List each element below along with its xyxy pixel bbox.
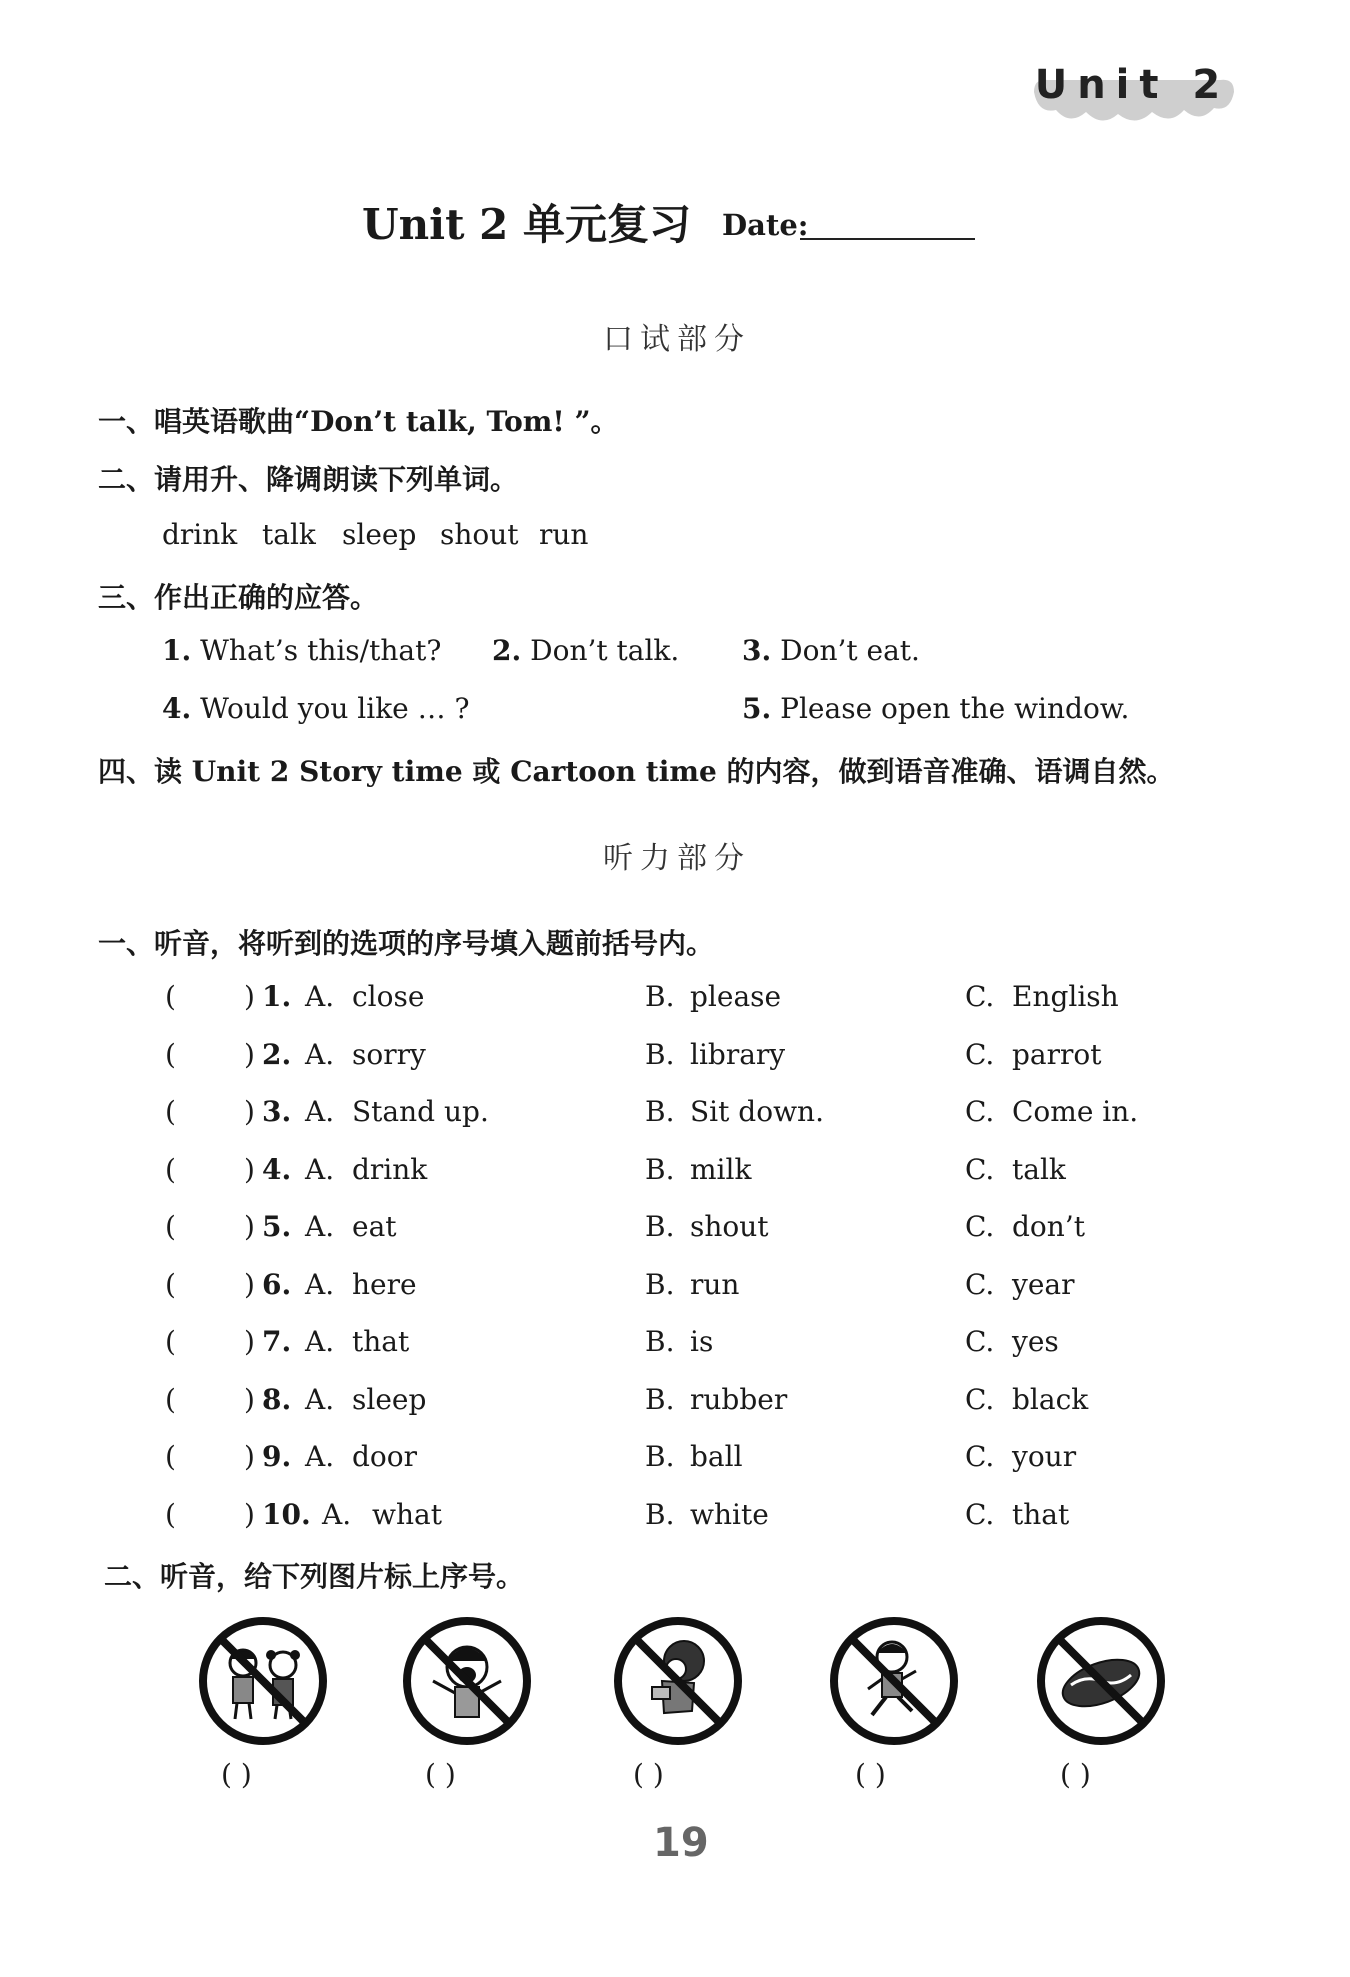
oral-question-2: 二、请用升、降调朗读下列单词。: [98, 463, 519, 496]
listening-item: [0, 1325, 1350, 1365]
response-num: 1.: [162, 634, 192, 667]
page-title: Unit 2 单元复习: [362, 200, 691, 249]
answer-paren-open[interactable]: (: [165, 1267, 176, 1301]
item-number: 4.: [262, 1152, 292, 1186]
listening-item: [0, 1498, 1350, 1538]
response-num: 3.: [742, 634, 772, 667]
no-talking-picture: [197, 1615, 329, 1747]
word-shout: shout: [440, 518, 519, 551]
oral-q4-p1: 四、读: [98, 755, 192, 788]
option-c-label: C.: [965, 1497, 995, 1531]
option-a-label: A.: [305, 1037, 335, 1071]
listening-question-2: 二、听音，给下列图片标上序号。: [104, 1560, 525, 1593]
no-running-icon: [828, 1615, 960, 1747]
option-a-text: drink: [352, 1152, 428, 1186]
item-number: 2.: [262, 1037, 292, 1071]
oral-question-4: [98, 750, 1175, 790]
listening-section-title: 听力部分: [603, 841, 751, 876]
option-b-text: library: [690, 1037, 786, 1071]
response-num: 2.: [492, 634, 522, 667]
oral-q4-p3: 的内容，做到语音准确、语调自然。: [716, 755, 1175, 788]
listening-item: [0, 980, 1350, 1020]
date-blank-line: [800, 238, 975, 240]
page-number: 19: [653, 1820, 709, 1866]
oral-question-3: 三、作出正确的应答。: [98, 581, 379, 614]
no-running-picture: [828, 1615, 960, 1747]
option-b-label: B.: [645, 1440, 675, 1473]
unit-badge: [1030, 62, 1235, 130]
option-a-label: A.: [305, 1325, 335, 1358]
no-talking-icon: [197, 1615, 329, 1747]
oral-q1-suffix: 。: [590, 405, 619, 438]
option-b-text: Sit down.: [690, 1095, 824, 1128]
option-a-text: what: [372, 1497, 442, 1531]
option-a-label: A.: [305, 1210, 335, 1243]
item-number: 5.: [262, 1210, 292, 1243]
option-c-text: that: [1012, 1497, 1070, 1531]
answer-paren-open[interactable]: (: [165, 1152, 176, 1186]
response-item-2: [492, 634, 679, 667]
option-c-label: C.: [965, 1210, 995, 1243]
listening-item: [0, 1268, 1350, 1308]
answer-paren-close[interactable]: ): [244, 1267, 255, 1301]
answer-paren-close[interactable]: ): [244, 1440, 255, 1473]
item-number: 10.: [262, 1497, 311, 1531]
answer-paren-close[interactable]: ): [244, 1095, 255, 1128]
oral-section-title: 口试部分: [603, 322, 751, 357]
option-b-label: B.: [645, 1210, 675, 1243]
picture-answer-paren-5[interactable]: ( ): [1060, 1758, 1091, 1791]
response-text: Would you like … ?: [200, 692, 470, 725]
option-c-text: yes: [1012, 1325, 1059, 1358]
option-a-label: A.: [322, 1497, 352, 1531]
option-b-text: shout: [690, 1210, 769, 1243]
item-number: 9.: [262, 1440, 292, 1473]
response-item-4: [162, 692, 470, 725]
option-b-label: B.: [645, 1267, 675, 1301]
option-a-label: A.: [305, 1382, 335, 1416]
option-c-text: English: [1012, 980, 1119, 1013]
answer-paren-open[interactable]: (: [165, 1095, 176, 1128]
option-c-label: C.: [965, 1440, 995, 1473]
answer-paren-close[interactable]: ): [244, 1382, 255, 1416]
option-b-label: B.: [645, 1095, 675, 1128]
option-b-label: B.: [645, 1497, 675, 1531]
answer-paren-close[interactable]: ): [244, 980, 255, 1013]
listening-item: [0, 1095, 1350, 1135]
option-a-label: A.: [305, 1152, 335, 1186]
oral-question-1: [98, 400, 619, 440]
option-a-text: sleep: [352, 1382, 427, 1416]
answer-paren-close[interactable]: ): [244, 1210, 255, 1243]
answer-paren-open[interactable]: (: [165, 1382, 176, 1416]
word-run: run: [539, 518, 589, 551]
no-eating-picture: [612, 1615, 744, 1747]
answer-paren-open[interactable]: (: [165, 1497, 176, 1531]
oral-q1-prefix: 一、唱英语歌曲: [98, 405, 295, 438]
answer-paren-open[interactable]: (: [165, 1325, 176, 1358]
option-a-label: A.: [305, 1267, 335, 1301]
answer-paren-open[interactable]: (: [165, 980, 176, 1013]
option-b-text: run: [690, 1267, 740, 1301]
oral-q1-song: “Don’t talk, Tom! ”: [294, 405, 591, 438]
item-number: 3.: [262, 1095, 292, 1128]
option-c-label: C.: [965, 1325, 995, 1358]
unit-badge-label: Unit 2: [1034, 62, 1231, 108]
oral-q4-p2: 或: [462, 755, 511, 788]
option-a-text: Stand up.: [352, 1095, 489, 1128]
oral-q4-cartoon: Cartoon time: [510, 755, 717, 788]
option-a-label: A.: [305, 980, 335, 1013]
response-text: What’s this/that?: [200, 634, 442, 667]
option-b-label: B.: [645, 1325, 675, 1358]
answer-paren-open[interactable]: (: [165, 1440, 176, 1473]
option-c-label: C.: [965, 1095, 995, 1128]
option-b-text: white: [690, 1497, 769, 1531]
option-b-label: B.: [645, 1037, 675, 1071]
answer-paren-close[interactable]: ): [244, 1037, 255, 1071]
listening-item: [0, 1038, 1350, 1078]
option-c-text: black: [1012, 1382, 1089, 1416]
option-a-text: that: [352, 1325, 410, 1358]
option-b-text: milk: [690, 1152, 752, 1186]
no-eating-icon: [612, 1615, 744, 1747]
option-b-text: ball: [690, 1440, 743, 1473]
item-number: 6.: [262, 1267, 292, 1301]
response-text: Don’t talk.: [530, 634, 680, 667]
option-c-text: don’t: [1012, 1210, 1085, 1243]
answer-paren-close[interactable]: ): [244, 1325, 255, 1358]
no-food-picture: [1035, 1615, 1167, 1747]
answer-paren-close[interactable]: ): [244, 1497, 255, 1531]
picture-answer-paren-1[interactable]: ( ): [221, 1758, 252, 1791]
option-c-text: parrot: [1012, 1037, 1102, 1071]
oral-q4-story: Unit 2 Story time: [191, 755, 463, 788]
listening-item: [0, 1153, 1350, 1193]
option-b-label: B.: [645, 1152, 675, 1186]
listening-item: [0, 1210, 1350, 1250]
response-text: Don’t eat.: [780, 634, 920, 667]
response-item-5: [742, 692, 1129, 725]
option-a-text: eat: [352, 1210, 397, 1243]
option-a-label: A.: [305, 1095, 335, 1128]
picture-answer-paren-4[interactable]: ( ): [855, 1758, 886, 1791]
option-b-label: B.: [645, 980, 675, 1013]
answer-paren-close[interactable]: ): [244, 1152, 255, 1186]
option-b-text: is: [690, 1325, 714, 1358]
option-a-label: A.: [305, 1440, 335, 1473]
response-item-1: [162, 634, 441, 667]
picture-answer-paren-2[interactable]: ( ): [425, 1758, 456, 1791]
option-c-label: C.: [965, 1152, 995, 1186]
option-a-text: close: [352, 980, 425, 1013]
option-c-text: year: [1012, 1267, 1075, 1301]
item-number: 8.: [262, 1382, 292, 1416]
word-drink: drink: [162, 518, 238, 551]
option-c-label: C.: [965, 980, 995, 1013]
picture-answer-paren-3[interactable]: ( ): [633, 1758, 664, 1791]
answer-paren-open[interactable]: (: [165, 1037, 176, 1071]
date-label: Date:: [722, 208, 809, 242]
option-c-label: C.: [965, 1037, 995, 1071]
response-num: 5.: [742, 692, 772, 725]
option-b-text: please: [690, 980, 782, 1013]
word-talk: talk: [262, 518, 316, 551]
option-c-text: talk: [1012, 1152, 1066, 1186]
listening-item: [0, 1383, 1350, 1423]
option-a-text: door: [352, 1440, 418, 1473]
option-c-text: Come in.: [1012, 1095, 1139, 1128]
response-item-3: [742, 634, 920, 667]
item-number: 7.: [262, 1325, 292, 1358]
word-sleep: sleep: [342, 518, 417, 551]
item-number: 1.: [262, 980, 292, 1013]
option-a-text: here: [352, 1267, 417, 1301]
option-b-text: rubber: [690, 1382, 788, 1416]
option-c-text: your: [1012, 1440, 1077, 1473]
option-b-label: B.: [645, 1382, 675, 1416]
answer-paren-open[interactable]: (: [165, 1210, 176, 1243]
no-shouting-icon: [401, 1615, 533, 1747]
no-food-icon: [1035, 1615, 1167, 1747]
option-a-text: sorry: [352, 1037, 426, 1071]
option-c-label: C.: [965, 1267, 995, 1301]
no-shouting-picture: [401, 1615, 533, 1747]
listening-item: [0, 1440, 1350, 1480]
listening-question-1: 一、听音，将听到的选项的序号填入题前括号内。: [98, 927, 715, 960]
option-c-label: C.: [965, 1382, 995, 1416]
response-num: 4.: [162, 692, 192, 725]
response-text: Please open the window.: [780, 692, 1130, 725]
